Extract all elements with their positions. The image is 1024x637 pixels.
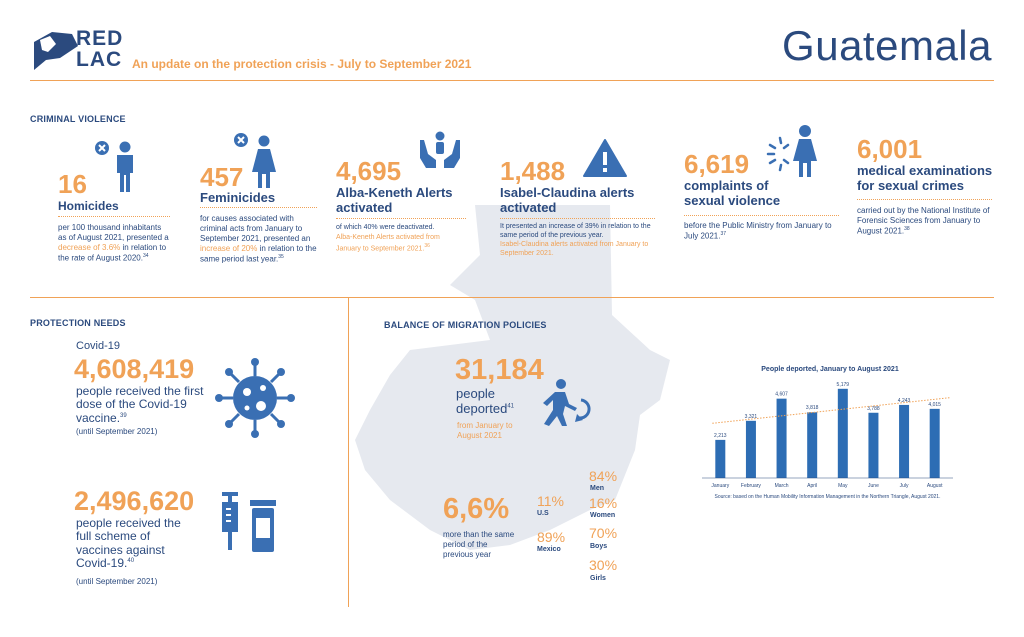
country-title: Guatemala — [782, 22, 992, 69]
section-title-criminal-violence: CRIMINAL VIOLENCE — [30, 114, 126, 124]
homicides-desc-highlight: decrease of 3.6% — [58, 243, 121, 252]
mexico-label: Mexico — [537, 546, 561, 553]
chart-bar — [930, 409, 940, 478]
chart-value-label: 4,243 — [897, 397, 911, 404]
section-title-migration: BALANCE OF MIGRATION POLICIES — [384, 320, 547, 330]
logo-line-2: LAC — [76, 48, 123, 71]
chart-value-label: 3,788 — [867, 405, 880, 412]
header-divider — [30, 80, 994, 81]
isabel-value: 1,488 — [500, 156, 566, 186]
person-cross-icon — [93, 138, 141, 194]
chart-value-label: 4,607 — [775, 391, 788, 398]
chart-bar — [715, 440, 725, 478]
chart-category-label: March — [774, 483, 789, 489]
homicides-desc-b: in relation to the rate of August 2020. — [58, 243, 167, 263]
medical-ref: 38 — [904, 226, 910, 232]
chart-value-label: 3,321 — [744, 413, 758, 420]
deported-label — [456, 387, 536, 417]
chart-bar — [746, 421, 756, 478]
us-label: U.S — [537, 510, 549, 517]
medical-divider — [857, 199, 992, 200]
first-dose-value: 4,608,419 — [74, 354, 195, 384]
homicides-desc-a: per 100 thousand inhabitants as of August 2021, presented a — [58, 223, 169, 242]
increase-desc: more than the same period of the previous year — [443, 530, 515, 559]
chart-category-label: July — [899, 483, 909, 489]
chart-category-label: May — [838, 483, 848, 489]
section-divider — [30, 297, 994, 298]
us-pct: 11% — [537, 493, 564, 509]
isabel-label: Isabel-Claudina alerts activated — [500, 185, 635, 215]
deported-period: from January to August 2021 — [457, 421, 513, 440]
alba-divider — [336, 218, 466, 219]
deported-chart-title: People deported, January to August 2021 — [761, 366, 899, 373]
feminicides-desc-b: in relation to the same period last year. — [200, 244, 317, 264]
feminicides-desc — [200, 214, 317, 265]
chart-bar — [899, 405, 909, 478]
deported-value: 31,184 — [455, 354, 544, 386]
full-scheme-value: 2,496,620 — [74, 486, 195, 516]
alba-note — [336, 234, 466, 254]
warning-icon — [582, 138, 628, 178]
homicides-desc — [58, 223, 170, 264]
homicides-value: 16 — [58, 169, 87, 199]
deported-person-icon — [533, 378, 595, 428]
deported-label-text: people deported — [456, 386, 508, 416]
woman-alert-icon — [762, 123, 822, 179]
homicides-label: Homicides — [58, 199, 119, 213]
chart-category-label: August — [926, 483, 943, 489]
chart-category-label: June — [868, 483, 879, 489]
chart-category-label: April — [807, 483, 818, 489]
chart-bar — [777, 399, 787, 478]
deported-bar-chart — [700, 375, 955, 490]
medical-desc — [857, 206, 997, 237]
chart-value-label: 3,818 — [805, 405, 819, 412]
mexico-pct: 89% — [537, 529, 566, 545]
chart-source: Source: based on the Human Mobility Information Management in the Northern Triangle, August 2021. — [714, 494, 941, 500]
logo-line-1: RED — [76, 27, 124, 50]
virus-icon — [215, 358, 295, 438]
isabel-desc: It presented an increase of 39% in relation to the same period of the previous year. — [500, 223, 651, 239]
alba-desc: of which 40% were deactivated. — [336, 224, 435, 231]
complaints-value: 6,619 — [684, 149, 750, 179]
boys-pct: 70% — [589, 525, 618, 541]
women-pct: 16% — [589, 495, 618, 511]
first-dose-desc-text: people received the first dose of the Covid-19 vaccine. — [76, 384, 204, 425]
vaccine-syringe-icon — [216, 490, 282, 556]
full-scheme-note: (until September 2021) — [76, 577, 158, 586]
feminicides-value: 457 — [200, 162, 244, 192]
section-title-protection-needs: PROTECTION NEEDS — [30, 318, 126, 328]
alba-ref: 36 — [424, 242, 430, 249]
complaints-divider — [684, 215, 839, 216]
covid-label: Covid-19 — [76, 340, 121, 352]
vertical-divider — [348, 297, 349, 607]
chart-bar — [868, 413, 878, 478]
men-label: Men — [590, 485, 604, 492]
full-scheme-ref: 40 — [127, 558, 135, 565]
girls-pct: 30% — [589, 557, 618, 573]
homicides-ref: 34 — [142, 253, 149, 259]
homicides-divider — [58, 216, 170, 217]
logo-text — [76, 28, 123, 70]
header-subtitle: An update on the protection crisis - July to September 2021 — [132, 57, 472, 71]
complaints-ref: 37 — [720, 231, 727, 237]
complaints-desc — [684, 221, 844, 242]
child-protection-hands-icon — [418, 130, 462, 170]
chart-value-label: 5,179 — [836, 381, 850, 388]
first-dose-desc — [76, 385, 216, 425]
chart-category-label: January — [711, 483, 730, 489]
chart-value-label: 4,015 — [928, 401, 941, 408]
chart-bar — [807, 412, 817, 478]
alba-value: 4,695 — [336, 156, 402, 186]
feminicides-divider — [200, 207, 317, 208]
women-label: Women — [590, 512, 616, 519]
alba-label: Alba-Keneth Alerts activated — [336, 185, 453, 215]
first-dose-ref: 39 — [120, 412, 127, 419]
chart-bar — [838, 389, 848, 478]
medical-value: 6,001 — [857, 134, 923, 164]
deported-ref: 41 — [507, 403, 515, 410]
feminicides-ref: 35 — [278, 254, 284, 260]
increase-value: 6,6% — [443, 493, 510, 525]
logo — [30, 30, 82, 72]
chart-category-label: February — [740, 483, 761, 489]
girls-label: Girls — [590, 575, 606, 582]
full-scheme-desc-text: people received the full scheme of vaccines against Covid-19. — [76, 516, 181, 571]
isabel-note: Isabel-Claudina alerts activated from January to September 2021. — [500, 241, 649, 257]
alba-note-text: Alba-Keneth Alerts activated from January to September 2021. — [336, 234, 440, 253]
complaints-label: complaints of sexual violence — [684, 178, 781, 208]
feminicides-desc-highlight: increase of 20% — [200, 244, 258, 253]
medical-label: medical examinations for sexual crimes — [857, 163, 993, 193]
redlac-logo-icon — [30, 30, 82, 72]
medical-desc-text: carried out by the National Institute of Forensic Sciences from January to August 2021. — [857, 206, 990, 236]
chart-value-label: 2,213 — [714, 432, 727, 439]
feminicides-desc-a: for causes associated with criminal acts from January to September 2021, presented an — [200, 214, 311, 243]
isabel-divider — [500, 218, 655, 219]
men-pct: 84% — [589, 468, 618, 484]
boys-label: Boys — [590, 543, 608, 550]
feminicides-label: Feminicides — [200, 190, 276, 205]
complaints-desc-text: before the Public Ministry from January to July 2021. — [684, 221, 832, 241]
full-scheme-desc — [76, 517, 186, 571]
first-dose-note: (until September 2021) — [76, 427, 158, 436]
